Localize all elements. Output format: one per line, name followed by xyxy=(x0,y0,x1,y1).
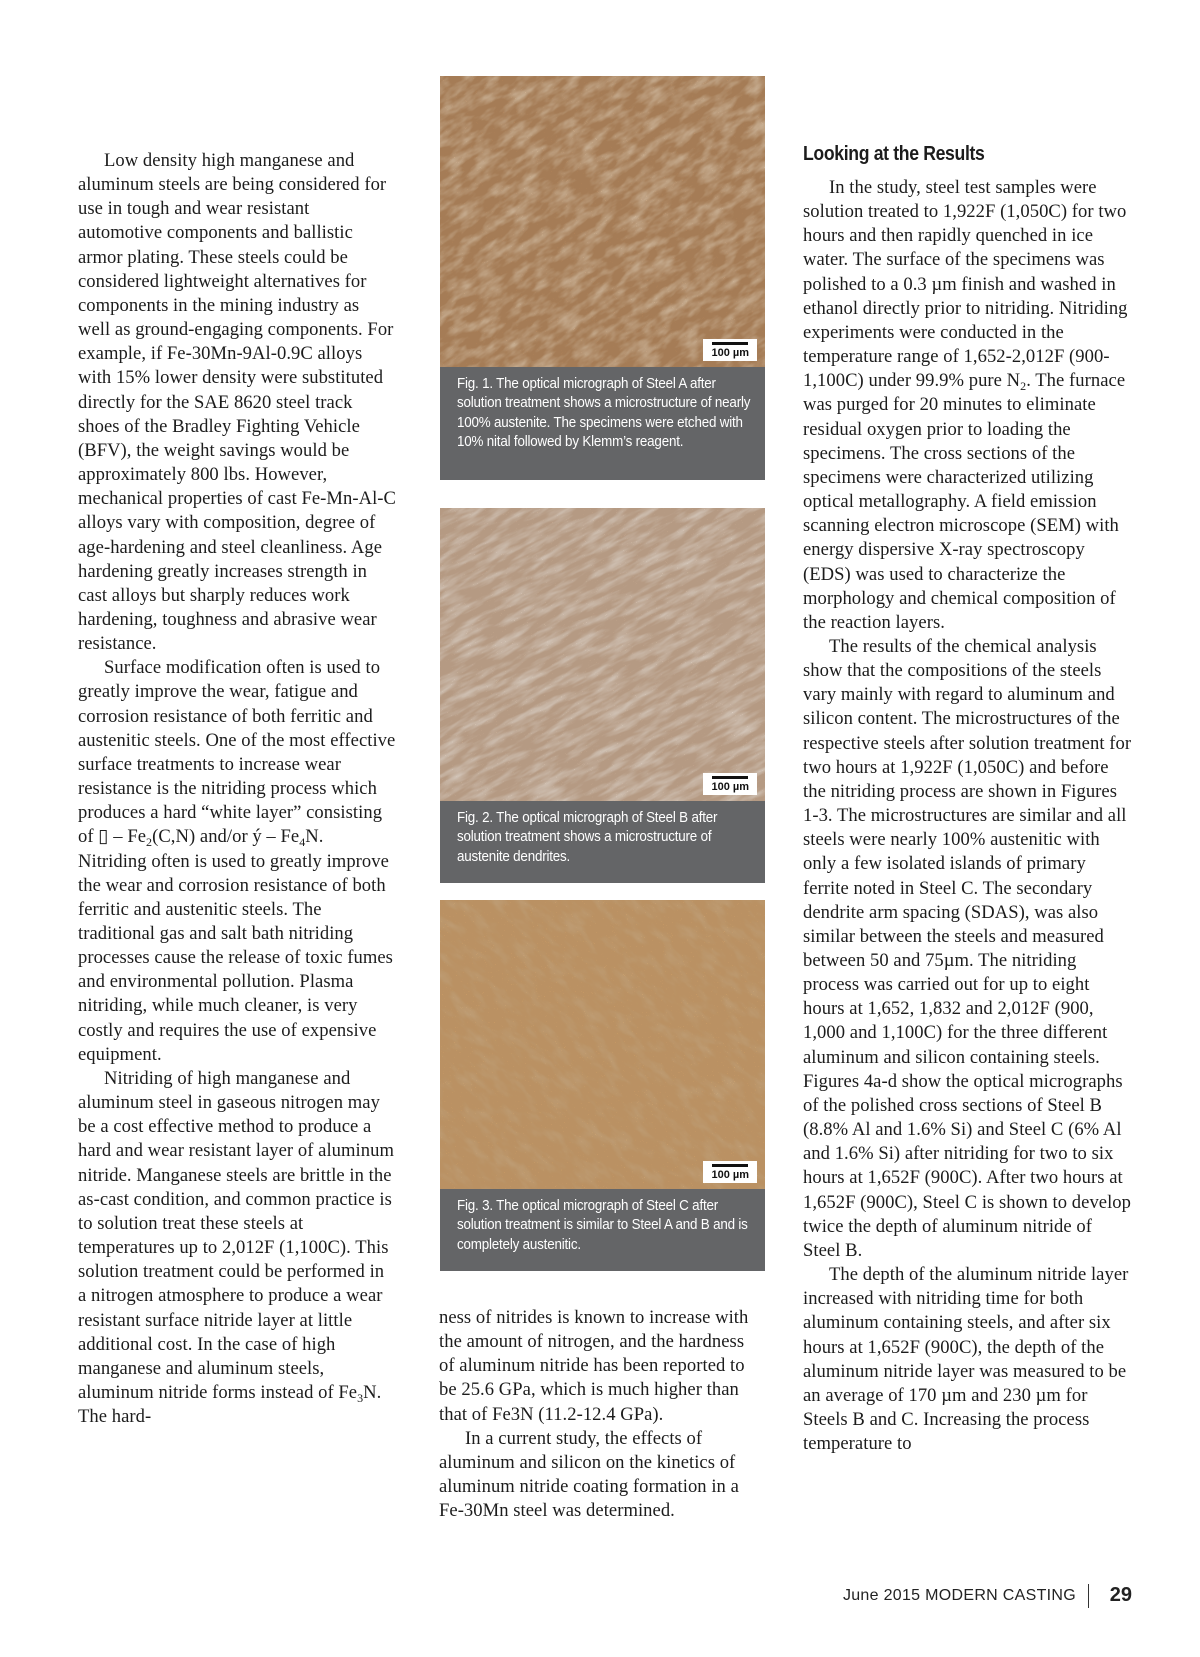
figure-3 xyxy=(440,900,765,1271)
body-paragraph xyxy=(78,1067,396,1429)
body-paragraph: Low density high manganese and aluminum steels are being considered for use in tough and wear resistant automotive components and ballistic armor plating. These steels could be considered lightweight alternatives for components in the mining industry as well as ground-engaging components. For example, if Fe-30Mn-9Al-0.9C alloys with 15% lower density were substituted directly for the SAE 8620 steel track shoes of the Bradley Fighting Vehicle (BFV), the weight savings would be approximately 800 lbs. However, mechanical properties of cast Fe-Mn-Al-C alloys vary with composition, degree of age-hardening and steel cleanliness. Age hardening greatly increases strength in cast alloys but sharply reduces work hardening, toughness and abrasive wear resistance. xyxy=(78,150,396,655)
text-run: N. Nitriding often is used to greatly improve the wear and corrosion resistance of both ferritic and austenitic steels. The traditional gas and salt bath nitriding processes cause the release of toxic fumes and environmental pollution. Plasma nitriding, while much cleaner, is very costly and requires the use of expensive equipment. xyxy=(78,826,393,1065)
body-paragraph: In a current study, the effects of aluminum and silicon on the kinetics of aluminum nitride coating formation in a Fe-30Mn steel was determined. xyxy=(439,1427,739,1522)
micrograph-image xyxy=(440,76,765,367)
issue-label: June 2015 MODERN CASTING xyxy=(842,1587,1076,1604)
body-paragraph xyxy=(78,656,396,1067)
right-column xyxy=(803,176,1133,1456)
text-run: (C,N) and/or ý – Fe xyxy=(152,826,300,848)
middle-column xyxy=(439,1306,762,1523)
subscript: 2 xyxy=(1020,379,1027,394)
caption-text: Fig. 1. The optical micrograph of Steel A after solution treatment shows a microstructure of nearly 100% austenite. The specimens were etched with 10% nital followed by Klemm’s reagent. xyxy=(457,376,751,451)
page-footer xyxy=(822,1584,1132,1614)
text-run: Nitriding of high manganese and aluminum steel in gaseous nitrogen may be a cost effective method to produce a hard and wear resistant layer of aluminum nitride. Manganese steels are brittle in the as-cast condition, and common practice is to solution treat these steels at temperatures up to 2,012F (1,100C). This solution treatment could be performed in a nitrogen atmosphere to produce a wear resistant surface nitride layer at little additional cost. In the case of high manganese and aluminum steels, aluminum nitride forms instead of Fe xyxy=(78,1067,394,1403)
left-column xyxy=(78,149,396,1429)
figure-caption xyxy=(440,801,765,883)
figure-2 xyxy=(440,508,765,883)
subscript: 2 xyxy=(146,835,153,850)
footer-divider xyxy=(1088,1584,1090,1608)
subscript: 3 xyxy=(357,1390,364,1405)
text-run: Surface modification often is used to greatly improve the wear, fatigue and corrosion resistance of both ferritic and austenitic steels. One of the most effective surface treatments to increase wear resistance is the nitriding process which produces a hard “white layer” consisting of ▯ – Fe xyxy=(78,657,396,848)
section-heading: Looking at the Results xyxy=(803,142,985,165)
caption-text: Fig. 3. The optical micrograph of Steel C after solution treatment is similar to Steel A and B and is completely austenitic. xyxy=(457,1198,748,1253)
scale-bar: 100 µm xyxy=(703,339,757,361)
micrograph-steel-b xyxy=(440,508,765,801)
micrograph-steel-c xyxy=(440,900,765,1189)
body-paragraph xyxy=(803,176,1133,635)
scale-bar: 100 µm xyxy=(703,1161,757,1183)
figure-caption xyxy=(440,367,765,480)
figure-caption xyxy=(440,1189,765,1271)
subscript: 4 xyxy=(299,835,306,850)
body-paragraph: The results of the chemical analysis show that the compositions of the steels vary mainly with regard to aluminum and silicon content. The microstructures of the respective steels after solution treatment for two hours at 1,922F (1,050C) and before the nitriding process are shown in Figures 1-3. The microstructures are similar and all steels were nearly 100% austenitic with only a few isolated islands of primary ferrite noted in Steel C. The secondary dendrite arm spacing (SDAS), was also similar between the steels and measured between 50 and 75µm. The nitriding process was carried out for up to eight hours at 1,652, 1,832 and 2,012F (900, 1,000 and 1,100C) for the three different aluminum and silicon containing steels. Figures 4a-d show the optical micrographs of the polished cross sections of Steel B (8.8% Al and 1.6% Si) and Steel C (6% Al and 1.6% Si) after nitriding for two to six hours at 1,652F (900C). After two hours at 1,652F (900C), Steel C is shown to develop twice the depth of aluminum nitride of Steel B. xyxy=(803,635,1132,1261)
micrograph-image xyxy=(440,900,765,1189)
figure-1 xyxy=(440,76,765,480)
text-run: N. The hard- xyxy=(78,1381,382,1428)
body-paragraph: ness of nitrides is known to increase with the amount of nitrogen, and the hardness of aluminum nitride has been reported to be 25.6 GPa, which is much higher than that of Fe3N (11.2-12.4 GPa). xyxy=(439,1307,749,1425)
text-run: In the study, steel test samples were solution treated to 1,922F (1,050C) for two hours and then rapidly quenched in ice water. The surface of the specimens was polished to a 0.3 µm finish and washed in ethanol directly prior to nitriding. Nitriding experiments were conducted in the temperature range of 1,652-2,012F (900-1,100C) under 99.9% pure N xyxy=(803,177,1128,392)
text-run: . The furnace was purged for 20 minutes to eliminate residual oxygen prior to loading the specimens. The cross sections of the specimens were characterized utilizing optical metallography. A field emission scanning electron microscope (SEM) with energy dispersive X-ray spectroscopy (EDS) was used to characterize the morphology and chemical composition of the reaction layers. xyxy=(803,370,1126,633)
page-number: 29 xyxy=(1109,1584,1132,1606)
scale-bar: 100 µm xyxy=(703,773,757,795)
body-paragraph: The depth of the aluminum nitride layer increased with nitriding time for both aluminum containing steels, and after six hours at 1,652F (900C), the depth of the aluminum nitride layer was measured to be an average of 170 µm and 230 µm for Steels B and C. Increasing the process temperature to xyxy=(803,1264,1129,1455)
caption-text: Fig. 2. The optical micrograph of Steel B after solution treatment shows a microstructure of austenite dendrites. xyxy=(457,810,718,865)
micrograph-image xyxy=(440,508,765,801)
micrograph-steel-a xyxy=(440,76,765,367)
